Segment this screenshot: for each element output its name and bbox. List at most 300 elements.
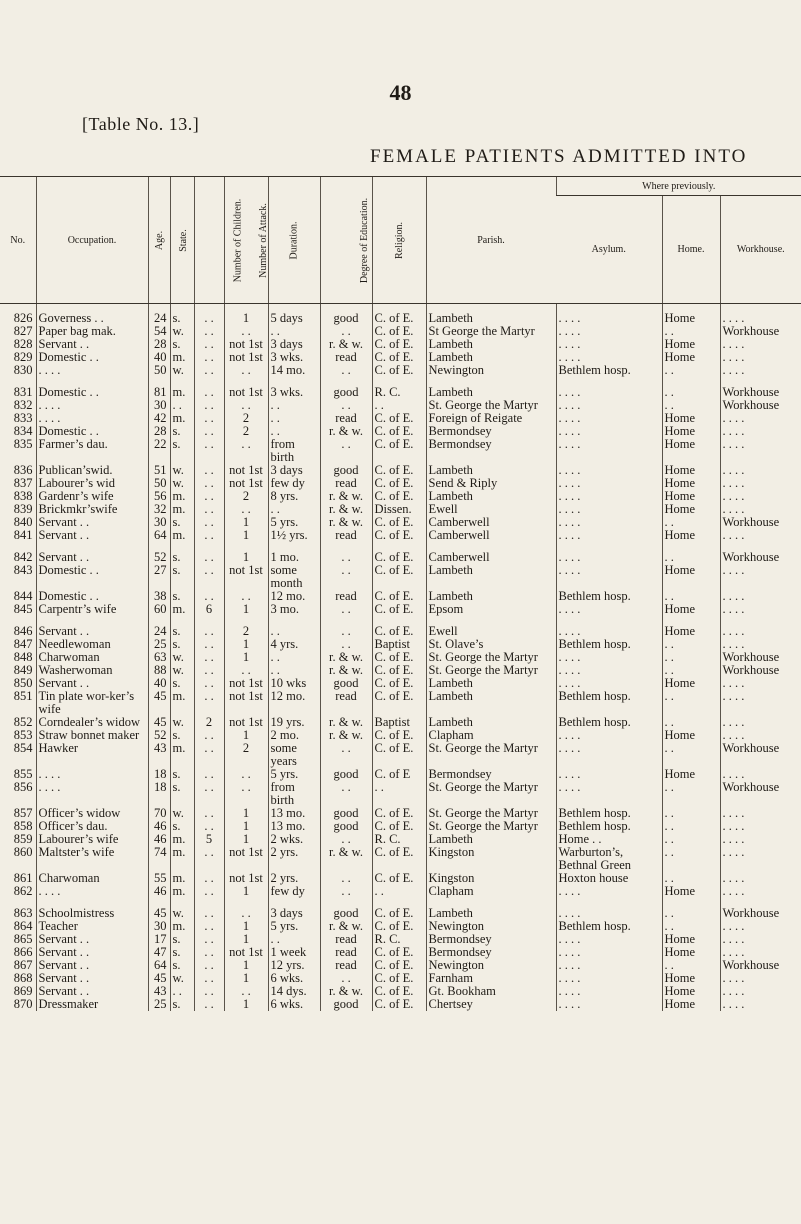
table-row xyxy=(0,638,801,651)
cell-workhouse: . . . . xyxy=(720,503,801,516)
cell-duration: 1 mo. xyxy=(268,542,320,564)
cell-patient-number: 862 xyxy=(13,885,33,898)
cell-workhouse: . . . . xyxy=(720,972,801,985)
table-row xyxy=(0,603,801,616)
cell-home: . . xyxy=(662,846,720,872)
cell-home: . . xyxy=(662,590,720,603)
cell-asylum: Bethlem hosp. xyxy=(556,638,662,651)
cell-duration: . . xyxy=(268,616,320,638)
cell-attack: 1 xyxy=(224,998,268,1011)
cell-home: Home xyxy=(662,972,720,985)
cell-age: 52 xyxy=(148,542,170,564)
table-row xyxy=(0,998,801,1011)
cell-occupation: Servant . . xyxy=(36,933,148,946)
cell-religion: C. of E. xyxy=(372,985,426,998)
cell-attack: 2 xyxy=(224,490,268,503)
cell-occupation: . . . . xyxy=(36,768,148,781)
cell-parish: Lambeth xyxy=(426,377,556,399)
cell-home: . . xyxy=(662,920,720,933)
cell-attack: 1 xyxy=(224,833,268,846)
table-row xyxy=(0,677,801,690)
table-row xyxy=(0,464,801,477)
cell-home: Home xyxy=(662,946,720,959)
cell-occupation: Servant . . xyxy=(36,529,148,542)
cell-patient-number: 835 xyxy=(13,438,33,451)
cell-duration: 4 yrs. xyxy=(268,638,320,651)
cell-age: 24 xyxy=(148,304,170,326)
table-row xyxy=(0,364,801,377)
cell-occupation: Schoolmistress xyxy=(36,898,148,920)
cell-asylum: . . . . xyxy=(556,377,662,399)
cell-parish: Lambeth xyxy=(426,304,556,326)
cell-religion: C. of E. xyxy=(372,490,426,503)
cell-occupation: . . . . xyxy=(36,781,148,807)
cell-patient-number: 846 xyxy=(13,624,33,638)
cell-education: . . xyxy=(320,564,372,590)
cell-workhouse: Workhouse xyxy=(720,898,801,920)
cell-duration: . . xyxy=(268,325,320,338)
cell-patient-number: 827 xyxy=(13,325,33,338)
cell-state: w. xyxy=(170,898,194,920)
cell-education: r. & w. xyxy=(320,516,372,529)
cell-home: Home xyxy=(662,503,720,516)
cell-children: . . xyxy=(194,846,224,872)
header-religion: Religion. xyxy=(372,177,426,304)
cell-parish: Kingston xyxy=(426,846,556,872)
cell-state: m. xyxy=(170,920,194,933)
cell-religion: C. of E. xyxy=(372,542,426,564)
cell-state: s. xyxy=(170,542,194,564)
cell-attack: 1 xyxy=(224,529,268,542)
cell-education: . . xyxy=(320,781,372,807)
cell-asylum: Home . . xyxy=(556,833,662,846)
cell-workhouse: . . . . xyxy=(720,438,801,464)
cell-children: . . xyxy=(194,972,224,985)
cell-children: . . xyxy=(194,412,224,425)
cell-workhouse: . . . . xyxy=(720,716,801,729)
cell-religion: C. of E. xyxy=(372,846,426,872)
cell-state: w. xyxy=(170,364,194,377)
cell-education: r. & w. xyxy=(320,729,372,742)
table-row xyxy=(0,351,801,364)
table-row xyxy=(0,872,801,885)
cell-education: . . xyxy=(320,603,372,616)
cell-patient-number: 834 xyxy=(13,425,33,438)
cell-religion: C. of E. xyxy=(372,898,426,920)
cell-age: 47 xyxy=(148,946,170,959)
cell-parish: Newington xyxy=(426,959,556,972)
cell-asylum: Hoxton house xyxy=(556,872,662,885)
cell-occupation: Domestic . . xyxy=(36,425,148,438)
cell-religion: C. of E. xyxy=(372,664,426,677)
cell-occupation: Servant . . xyxy=(36,616,148,638)
cell-duration: . . xyxy=(268,412,320,425)
cell-occupation: Domestic . . xyxy=(36,590,148,603)
cell-home: . . xyxy=(662,872,720,885)
cell-occupation: Washerwoman xyxy=(36,664,148,677)
cell-parish: Farnham xyxy=(426,972,556,985)
header-attack: Number of Attack. xyxy=(224,177,268,304)
cell-occupation: Teacher xyxy=(36,920,148,933)
cell-workhouse: . . . . xyxy=(720,729,801,742)
cell-patient-number: 833 xyxy=(13,412,33,425)
table-row xyxy=(0,304,801,326)
cell-occupation: Servant . . xyxy=(36,985,148,998)
table-row xyxy=(0,820,801,833)
cell-asylum: . . . . xyxy=(556,898,662,920)
cell-state: m. xyxy=(170,603,194,616)
cell-duration: 1 week xyxy=(268,946,320,959)
cell-age: 64 xyxy=(148,529,170,542)
cell-home: Home xyxy=(662,885,720,898)
cell-children: . . xyxy=(194,638,224,651)
cell-religion: C. of E. xyxy=(372,464,426,477)
cell-asylum: . . . . xyxy=(556,959,662,972)
cell-patient-number: 836 xyxy=(13,464,33,477)
cell-workhouse: . . . . xyxy=(720,998,801,1011)
cell-state: w. xyxy=(170,972,194,985)
cell-state: w. xyxy=(170,716,194,729)
cell-patient-number: 829 xyxy=(13,351,33,364)
cell-religion: C. of E. xyxy=(372,920,426,933)
cell-workhouse: . . . . xyxy=(720,364,801,377)
cell-duration: few dy xyxy=(268,477,320,490)
cell-parish: Epsom xyxy=(426,603,556,616)
cell-workhouse: . . . . xyxy=(720,768,801,781)
cell-state: m. xyxy=(170,503,194,516)
header-asylum: Asylum. xyxy=(556,196,662,304)
cell-patient-number: 868 xyxy=(13,972,33,985)
cell-education: good xyxy=(320,677,372,690)
cell-asylum: . . . . xyxy=(556,603,662,616)
cell-state: m. xyxy=(170,885,194,898)
cell-parish: St George the Martyr xyxy=(426,325,556,338)
cell-asylum: . . . . xyxy=(556,516,662,529)
cell-duration: 13 mo. xyxy=(268,807,320,820)
cell-attack: 1 xyxy=(224,959,268,972)
cell-education: . . xyxy=(320,364,372,377)
header-occupation: Occupation. xyxy=(36,177,148,304)
cell-duration: from birth xyxy=(268,781,320,807)
cell-age: 52 xyxy=(148,729,170,742)
cell-patient-number: 863 xyxy=(13,906,33,920)
cell-asylum: . . . . xyxy=(556,477,662,490)
cell-religion: Baptist xyxy=(372,716,426,729)
cell-religion: C. of E. xyxy=(372,304,426,326)
cell-patient-number: 858 xyxy=(13,820,33,833)
cell-duration: 3 days xyxy=(268,338,320,351)
cell-state: s. xyxy=(170,729,194,742)
cell-religion: C. of E. xyxy=(372,946,426,959)
cell-duration: 3 wks. xyxy=(268,377,320,399)
cell-attack: not 1st xyxy=(224,351,268,364)
cell-asylum: . . . . xyxy=(556,338,662,351)
cell-patient-number: 845 xyxy=(13,603,33,616)
cell-patient-number: 838 xyxy=(13,490,33,503)
cell-religion: R. C. xyxy=(372,833,426,846)
cell-age: 30 xyxy=(148,920,170,933)
cell-asylum: . . . . xyxy=(556,998,662,1011)
cell-age: 30 xyxy=(148,516,170,529)
cell-patient-number: 847 xyxy=(13,638,33,651)
table-row xyxy=(0,542,801,564)
cell-children: . . xyxy=(194,781,224,807)
cell-workhouse: . . . . xyxy=(720,985,801,998)
cell-children: . . xyxy=(194,590,224,603)
cell-state: m. xyxy=(170,833,194,846)
cell-home: . . xyxy=(662,807,720,820)
cell-workhouse: . . . . xyxy=(720,412,801,425)
table-row xyxy=(0,412,801,425)
cell-age: 40 xyxy=(148,351,170,364)
cell-asylum: . . . . xyxy=(556,616,662,638)
cell-age: 25 xyxy=(148,998,170,1011)
cell-occupation: Servant . . xyxy=(36,946,148,959)
cell-duration: . . xyxy=(268,664,320,677)
header-duration: Duration. xyxy=(268,177,320,304)
cell-state: s. xyxy=(170,768,194,781)
cell-workhouse: Workhouse xyxy=(720,399,801,412)
cell-patient-number: 848 xyxy=(13,651,33,664)
cell-age: 74 xyxy=(148,846,170,872)
cell-age: 25 xyxy=(148,638,170,651)
cell-children: . . xyxy=(194,438,224,464)
cell-patient-number: 831 xyxy=(13,385,33,399)
cell-religion: C. of E. xyxy=(372,959,426,972)
cell-age: 45 xyxy=(148,690,170,716)
cell-religion: C. of E. xyxy=(372,998,426,1011)
cell-duration: 5 days xyxy=(268,304,320,326)
cell-state: s. xyxy=(170,781,194,807)
cell-workhouse: . . . . xyxy=(720,690,801,716)
cell-workhouse: . . . . xyxy=(720,885,801,898)
cell-home: . . xyxy=(662,820,720,833)
cell-workhouse: . . . . xyxy=(720,638,801,651)
cell-home: . . xyxy=(662,364,720,377)
cell-patient-number: 861 xyxy=(13,872,33,885)
cell-children: . . xyxy=(194,542,224,564)
cell-age: 63 xyxy=(148,651,170,664)
cell-parish: Lambeth xyxy=(426,590,556,603)
cell-duration: 2 yrs. xyxy=(268,872,320,885)
cell-parish: Ewell xyxy=(426,616,556,638)
cell-workhouse: . . . . xyxy=(720,946,801,959)
cell-duration: 19 yrs. xyxy=(268,716,320,729)
cell-home: . . xyxy=(662,690,720,716)
cell-attack: 1 xyxy=(224,603,268,616)
cell-asylum: . . . . xyxy=(556,399,662,412)
cell-asylum: Bethlem hosp. xyxy=(556,364,662,377)
cell-duration: 8 yrs. xyxy=(268,490,320,503)
page-title: FEMALE PATIENTS ADMITTED INTO xyxy=(370,146,748,167)
table-row xyxy=(0,377,801,399)
table-row xyxy=(0,399,801,412)
cell-workhouse: . . . . xyxy=(720,677,801,690)
cell-patient-number: 850 xyxy=(13,677,33,690)
cell-patient-number: 864 xyxy=(13,920,33,933)
cell-workhouse: . . . . xyxy=(720,920,801,933)
cell-occupation: Servant . . xyxy=(36,516,148,529)
cell-occupation: Gardenr’s wife xyxy=(36,490,148,503)
cell-parish: St. George the Martyr xyxy=(426,742,556,768)
cell-asylum: Bethlem hosp. xyxy=(556,690,662,716)
cell-duration: 12 mo. xyxy=(268,690,320,716)
cell-religion: C. of E. xyxy=(372,564,426,590)
cell-occupation: Charwoman xyxy=(36,872,148,885)
table-row xyxy=(0,933,801,946)
cell-asylum: . . . . xyxy=(556,412,662,425)
cell-parish: Lambeth xyxy=(426,677,556,690)
cell-state: w. xyxy=(170,325,194,338)
cell-occupation: Servant . . xyxy=(36,677,148,690)
cell-home: . . xyxy=(662,399,720,412)
cell-workhouse: . . . . xyxy=(720,425,801,438)
cell-education: good xyxy=(320,304,372,326)
cell-asylum: . . . . xyxy=(556,985,662,998)
cell-duration: . . xyxy=(268,503,320,516)
cell-age: 43 xyxy=(148,985,170,998)
cell-education: r. & w. xyxy=(320,985,372,998)
cell-duration: 2 mo. xyxy=(268,729,320,742)
cell-education: good xyxy=(320,998,372,1011)
cell-religion: C. of E. xyxy=(372,412,426,425)
cell-occupation: Labourer’s wid xyxy=(36,477,148,490)
cell-children: . . xyxy=(194,807,224,820)
cell-patient-number: 854 xyxy=(13,742,33,755)
cell-occupation: Hawker xyxy=(36,742,148,768)
cell-occupation: Dressmaker xyxy=(36,998,148,1011)
cell-age: 43 xyxy=(148,742,170,768)
cell-home: Home xyxy=(662,564,720,590)
cell-age: 56 xyxy=(148,490,170,503)
cell-religion: C. of E. xyxy=(372,616,426,638)
cell-state: w. xyxy=(170,664,194,677)
cell-state: s. xyxy=(170,338,194,351)
cell-age: 70 xyxy=(148,807,170,820)
cell-home: Home xyxy=(662,616,720,638)
cell-duration: 14 mo. xyxy=(268,364,320,377)
cell-state: s. xyxy=(170,425,194,438)
cell-education: . . xyxy=(320,742,372,768)
cell-education: . . xyxy=(320,399,372,412)
cell-education: good xyxy=(320,377,372,399)
cell-patient-number: 837 xyxy=(13,477,33,490)
cell-parish: Bermondsey xyxy=(426,768,556,781)
cell-education: r. & w. xyxy=(320,846,372,872)
cell-duration: 3 days xyxy=(268,898,320,920)
cell-children: 6 xyxy=(194,603,224,616)
cell-children: . . xyxy=(194,677,224,690)
cell-workhouse: . . . . xyxy=(720,564,801,590)
cell-patient-number: 832 xyxy=(13,399,33,412)
cell-asylum: . . . . xyxy=(556,325,662,338)
cell-home: Home xyxy=(662,425,720,438)
cell-workhouse: . . . . xyxy=(720,464,801,477)
table-row xyxy=(0,338,801,351)
cell-age: 38 xyxy=(148,590,170,603)
cell-parish: St. George the Martyr xyxy=(426,781,556,807)
cell-attack: not 1st xyxy=(224,564,268,590)
cell-religion: C. of E. xyxy=(372,325,426,338)
cell-children: . . xyxy=(194,920,224,933)
cell-asylum: . . . . xyxy=(556,438,662,464)
cell-parish: Lambeth xyxy=(426,351,556,364)
cell-children: . . xyxy=(194,742,224,768)
table-row xyxy=(0,742,801,768)
cell-patient-number: 851 xyxy=(13,690,33,703)
cell-parish: Lambeth xyxy=(426,716,556,729)
cell-parish: Chertsey xyxy=(426,998,556,1011)
cell-children: . . xyxy=(194,338,224,351)
cell-attack: . . xyxy=(224,664,268,677)
table-row xyxy=(0,885,801,898)
header-children: Number of Children. xyxy=(194,177,224,304)
cell-religion: C. of E. xyxy=(372,807,426,820)
cell-religion: C. of E. xyxy=(372,820,426,833)
cell-state: m. xyxy=(170,490,194,503)
table-row xyxy=(0,716,801,729)
cell-occupation: Straw bonnet maker xyxy=(36,729,148,742)
cell-state: w. xyxy=(170,477,194,490)
cell-duration: 2 wks. xyxy=(268,833,320,846)
cell-education: . . xyxy=(320,885,372,898)
cell-attack: . . xyxy=(224,503,268,516)
cell-patient-number: 859 xyxy=(13,833,33,846)
cell-duration: . . xyxy=(268,425,320,438)
table-row xyxy=(0,807,801,820)
cell-attack: 1 xyxy=(224,729,268,742)
cell-attack: 2 xyxy=(224,616,268,638)
cell-workhouse: Workhouse xyxy=(720,325,801,338)
cell-age: 42 xyxy=(148,412,170,425)
cell-workhouse: Workhouse xyxy=(720,781,801,807)
cell-home: . . xyxy=(662,638,720,651)
cell-duration: . . xyxy=(268,651,320,664)
cell-asylum: Bethlem hosp. xyxy=(556,807,662,820)
cell-state: m. xyxy=(170,872,194,885)
cell-state: m. xyxy=(170,351,194,364)
cell-workhouse: . . . . xyxy=(720,933,801,946)
cell-parish: Lambeth xyxy=(426,464,556,477)
cell-patient-number: 842 xyxy=(13,550,33,564)
cell-state: . . xyxy=(170,985,194,998)
cell-education: . . xyxy=(320,542,372,564)
cell-occupation: Charwoman xyxy=(36,651,148,664)
cell-children: . . xyxy=(194,477,224,490)
cell-state: m. xyxy=(170,846,194,872)
table-row xyxy=(0,564,801,590)
cell-home: Home xyxy=(662,998,720,1011)
admissions-register xyxy=(0,176,801,1011)
cell-religion: C. of E. xyxy=(372,516,426,529)
cell-duration: 12 yrs. xyxy=(268,959,320,972)
header-parish: Parish. xyxy=(426,177,556,304)
table-row xyxy=(0,833,801,846)
cell-education: r. & w. xyxy=(320,664,372,677)
cell-attack: 1 xyxy=(224,542,268,564)
cell-age: 27 xyxy=(148,564,170,590)
cell-occupation: Servant . . xyxy=(36,542,148,564)
cell-religion: C. of E. xyxy=(372,677,426,690)
cell-asylum: Bethlem hosp. xyxy=(556,590,662,603)
cell-attack: . . xyxy=(224,768,268,781)
cell-duration: 2 yrs. xyxy=(268,846,320,872)
cell-education: r. & w. xyxy=(320,490,372,503)
cell-children: . . xyxy=(194,664,224,677)
cell-children: . . xyxy=(194,820,224,833)
cell-parish: St. George the Martyr xyxy=(426,820,556,833)
cell-attack: 1 xyxy=(224,933,268,946)
